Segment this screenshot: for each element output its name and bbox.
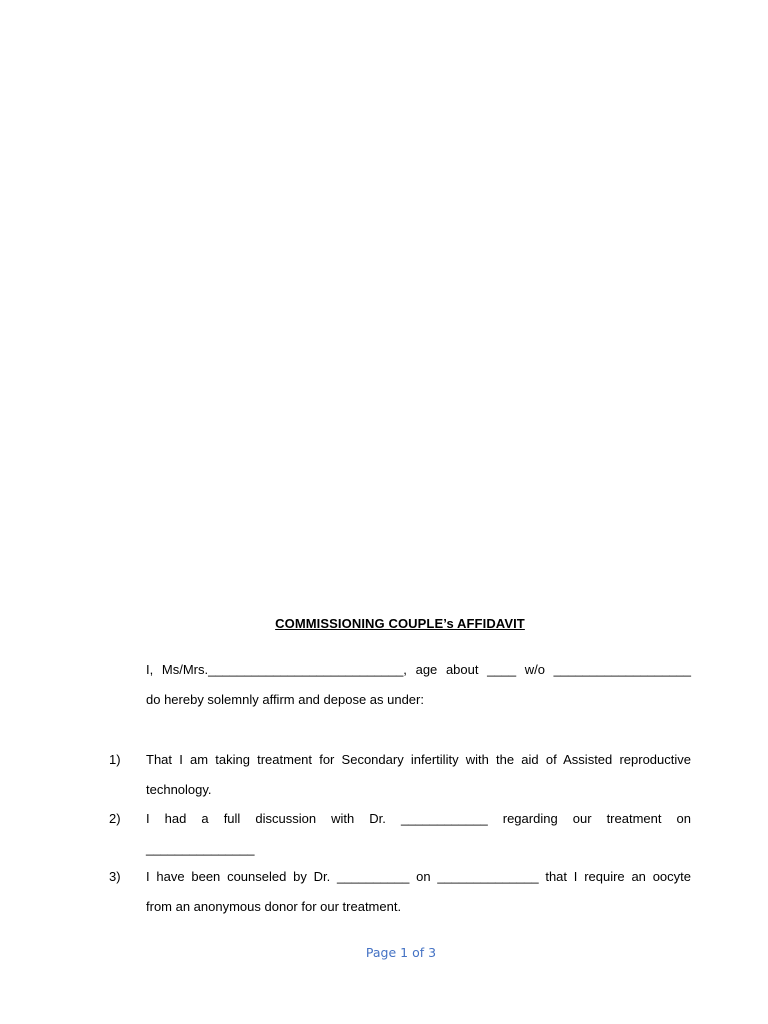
- list-item-number: 2): [109, 811, 121, 826]
- list-item-text: I had a full discussion with Dr. ____________ regarding our treatment on: [146, 811, 691, 826]
- list-item-text: technology.: [146, 782, 212, 797]
- list-item-text: from an anonymous donor for our treatment.: [146, 899, 402, 914]
- document-title: COMMISSIONING COUPLE’s AFFIDAVIT: [275, 616, 525, 631]
- list-item-number: 3): [109, 869, 121, 884]
- list-item-text: _______________: [146, 841, 255, 856]
- list-item-text: That I am taking treatment for Secondary infertility with the aid of Assisted reproductive: [146, 752, 691, 767]
- list-item-number: 1): [109, 752, 121, 767]
- list-item-text: I have been counseled by Dr. __________ on ______________ that I require an oocyte: [146, 869, 691, 884]
- page-number-footer: Page 1 of 3: [365, 945, 437, 960]
- intro-line-2: do hereby solemnly affirm and depose as under:: [146, 692, 424, 707]
- intro-line-1: I, Ms/Mrs.___________________________, age about ____ w/o ___________________: [146, 662, 691, 677]
